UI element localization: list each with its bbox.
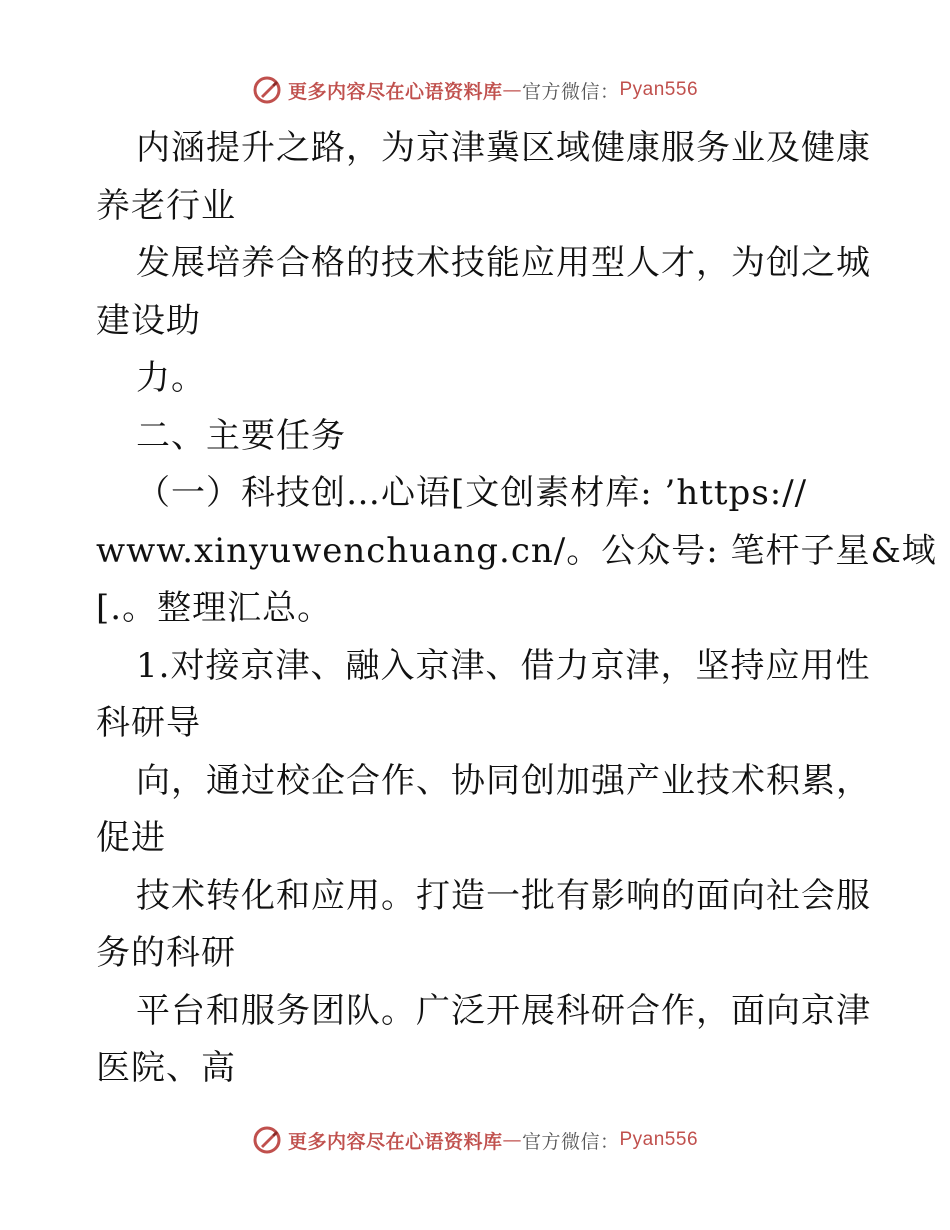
banner-wechat-label: 官方微信： (521, 1130, 620, 1153)
text-line: 促进 (96, 818, 166, 858)
banner-dash: — (502, 79, 522, 101)
banner-main-text: 更多内容尽在心语资料库 (287, 80, 503, 103)
text-line: 医院、高 (96, 1048, 236, 1088)
text-line: 科研导 (96, 703, 201, 743)
text-line: 务的科研 (96, 933, 236, 973)
text-line: 向，通过校企合作、协同创加强产业技术积累， (136, 760, 871, 801)
text-line: www.xinyuwenchuang.cn/。公众号: 笔杆子星&域 (96, 530, 937, 571)
pen-nib-logo-icon (252, 75, 282, 105)
banner-wechat-id: Pyan556 (619, 79, 699, 100)
banner-main-text: 更多内容尽在心语资料库 (287, 1130, 503, 1153)
text-line: 建设助 (96, 300, 201, 341)
text-line: 平台和服务团队。广泛开展科研合作，面向京津 (136, 990, 871, 1031)
text-line: 技术转化和应用。打造一批有影响的面向社会服 (136, 875, 871, 916)
banner-dash: — (502, 1129, 522, 1151)
footer-banner (0, 1120, 950, 1160)
header-banner (0, 70, 950, 110)
text-line: 发展培养合格的技术技能应用型人才，为创之城 (136, 243, 871, 283)
text-line: [.。整理汇总。 (96, 588, 333, 628)
section-heading: 二、主要任务 (136, 415, 346, 456)
pen-nib-logo-icon (252, 1125, 282, 1155)
document-body (96, 120, 937, 1098)
banner-wechat-id: Pyan556 (619, 1129, 699, 1150)
banner-wechat-label: 官方微信： (521, 80, 620, 103)
subsection-heading: （一）科技创…心语[文创素材库: ’https:// (136, 473, 808, 513)
text-line: 内涵提升之路，为京津冀区域健康服务业及健康 (136, 128, 871, 168)
text-line: 力。 (136, 358, 206, 398)
text-line: 1.对接京津、融入京津、借力京津，坚持应用性 (136, 645, 871, 686)
text-line: 养老行业 (96, 185, 236, 226)
